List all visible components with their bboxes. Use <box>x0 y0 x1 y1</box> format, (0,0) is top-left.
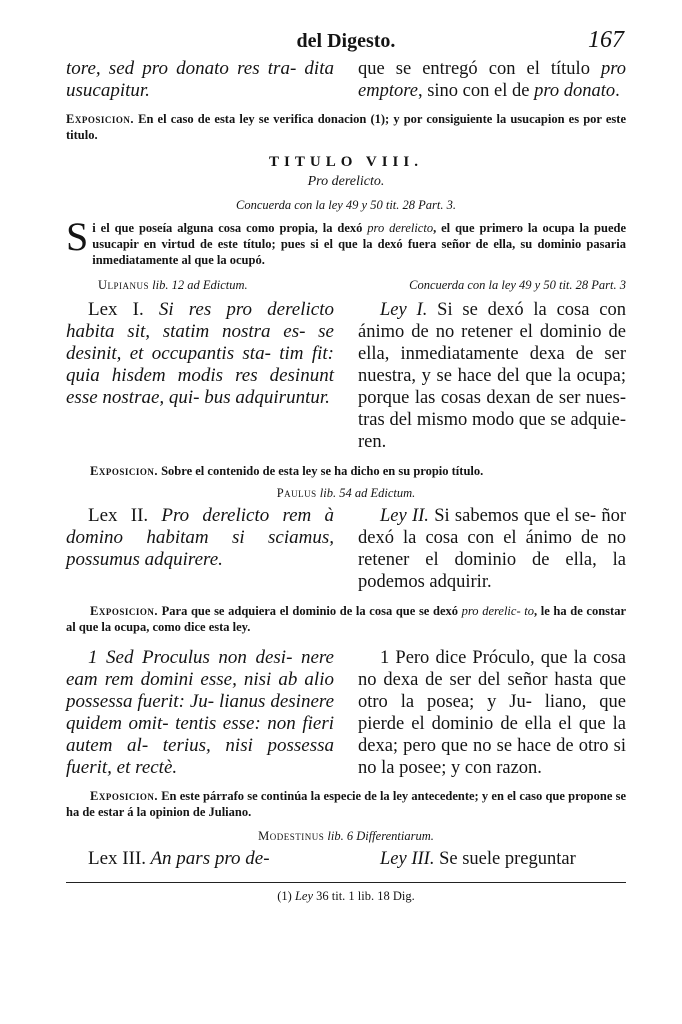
lex-3-spanish: Ley III. Se suele preguntar <box>380 849 576 869</box>
lex-2 <box>66 505 626 593</box>
paragraph-1-spanish: 1 Pero dice Próculo, que la cosa no dexa de ser del señor hasta que otro la posea; y Ju- liano, que pierde el dominio de ella el que la dexa; pero que no se hace de otro si no la posee; y con razon. <box>358 648 626 778</box>
exposicion-3: Exposicion. Para que se adquiera el dominio de la cosa que se dexó pro derelic- to, le ha de constar al que la ocupa, como dice esta ley. <box>66 604 626 634</box>
lex-3-latin: Lex III. An pars pro de- <box>88 848 270 869</box>
lex-1-latin: Lex I. Si res pro derelicto habita sit, statim nostra es- se desinit, et occupantis sta- tim fit: quia hisdem modis res desinunt esse nostrae, qui- bus adquiruntur. <box>66 299 334 408</box>
lex-2-spanish: Ley II. Si sabemos que el se- ñor dexó la cosa con el ánimo de no retener el dominio de ella, la podemos adquirir. <box>358 506 626 592</box>
paragraph-1-latin: 1 Sed Proculus non desi- nere eam rem domini esse, nisi ab alio possessa fuerit: Ju- lianus desinere quidem omit- tentis esse: non fieri autem al- terius, nisi possessa fuerit, et rectè. <box>66 647 334 778</box>
lex-3 <box>66 848 626 870</box>
drop-cap: S <box>66 214 89 259</box>
continuation-row <box>66 58 626 102</box>
source-paulus: Paulus lib. 54 ad Edictum. <box>276 486 416 500</box>
source-row-1 <box>66 278 626 293</box>
latin-continuation: tore, sed pro donato res tra- dita usucapitur. <box>66 58 334 101</box>
lex-2-latin: Lex II. Pro derelicto rem à domino habitam si sciamus, possumus adquirere. <box>66 505 334 570</box>
lex-1-spanish: Ley I. Si se dexó la cosa con ánimo de no retener el dominio de ella, inmediatamente dexa de ser nuestra, y se hace del que la ocupa; porque las cosas dexan de ser nues- tras del mismo modo que se adquie- ren. <box>358 300 626 452</box>
running-header <box>66 24 626 54</box>
page-number: 167 <box>588 27 624 53</box>
exposicion-2: Exposicion. Sobre el contenido de esta ley se ha dicho en su propio título. <box>90 464 484 478</box>
source-ulpianus: Ulpianus lib. 12 ad Edictum. <box>98 278 248 292</box>
titulo-heading: TITULO VIII. <box>269 154 423 170</box>
lex-1 <box>66 299 626 453</box>
exposicion-4: Exposicion. En este párrafo se continúa la especie de la ley antecedente; y en el caso que propone se ha de estar á la opinion de Juliano. <box>66 789 626 819</box>
concuerda-line: Concuerda con la ley 49 y 50 tit. 28 Part. 3. <box>236 198 456 212</box>
exposicion-1: Exposicion. En el caso de esta ley se verifica donacion (1); y por consiguiente la usucapion es por este titulo. <box>66 112 626 142</box>
titulo-subtitle: Pro derelicto. <box>307 174 385 189</box>
titulo-intro: Si el que poseía alguna cosa como propia, la dexó pro derelicto, el que primero la ocupa la puede usucapir en virtud de este título; pues si el que la dexó fuera señor de ella, su dominio pasaria inmediatamente al que la ocupó. <box>66 214 626 267</box>
source-modestinus: Modestinus lib. 6 Differentiarum. <box>258 829 434 843</box>
spanish-continuation: que se entregó con el título pro emptore, sino con el de pro donato. <box>358 59 626 101</box>
paragraph-1 <box>66 647 626 779</box>
header-title: del Digesto. <box>296 30 396 52</box>
page <box>66 24 626 904</box>
exposicion-label: Exposicion. <box>66 112 134 126</box>
footnote: (1) Ley 36 tit. 1 lib. 18 Dig. <box>277 889 415 903</box>
footnote-divider <box>66 882 626 883</box>
source-concuerda: Concuerda con la ley 49 y 50 tit. 28 Part. 3 <box>409 278 626 292</box>
